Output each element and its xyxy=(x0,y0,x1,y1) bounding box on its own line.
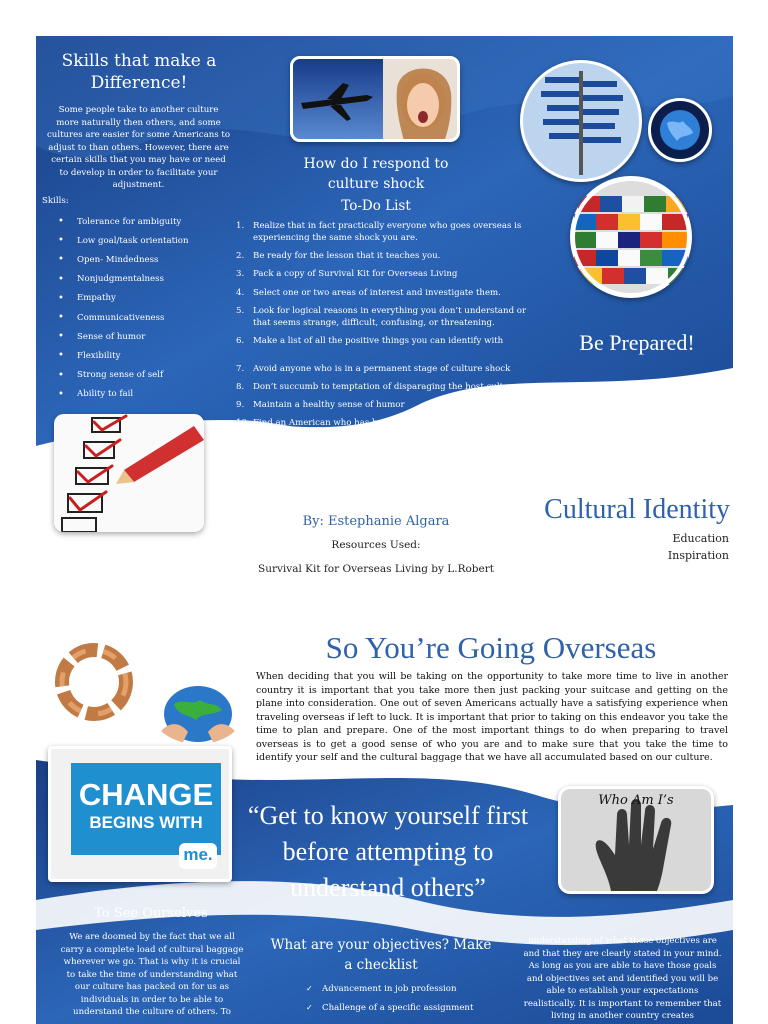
skill-item: • Tolerance for ambiguity xyxy=(58,212,228,231)
globe-icon xyxy=(648,98,712,162)
overseas-title: So You’re Going Overseas xyxy=(325,630,657,665)
todo-item: 6. Make a list of all the positive things you can identify with xyxy=(236,336,504,346)
todo-item: 4. Select one or two areas of interest and investigate them. xyxy=(236,288,501,298)
resource-citation: Survival Kit for Overseas Living by L.Robert xyxy=(258,563,494,575)
todo-title: To-Do List xyxy=(341,198,411,214)
objective-item: ✓ Challenge of a specific assignment xyxy=(306,998,506,1017)
skill-item: • Empathy xyxy=(58,289,228,308)
tagline-inspiration: Inspiration xyxy=(667,549,729,562)
todo-item: 11. Make friends in host culture and enjoy the experience! xyxy=(236,448,493,458)
skill-item: • Ability to fail xyxy=(58,385,228,404)
skill-item: • Communicativeness xyxy=(58,308,228,327)
plane-and-woman-image xyxy=(290,56,460,142)
skill-item: • Low goal/task orientation xyxy=(58,231,228,250)
hands-globe-image xyxy=(152,680,244,744)
signpost-image xyxy=(520,60,642,182)
author-byline: By: Estephanie Algara xyxy=(302,514,450,529)
todo-item: 1. Realize that in fact practically everyone who goes overseas is experiencing the same shock you are. xyxy=(236,221,522,243)
skills-title: Skills that make a Difference! xyxy=(61,51,217,93)
begins-with-text: BEGINS WITH xyxy=(89,813,203,832)
todo-item: 5. Look for logical reasons in everything you don’t understand or that seems strange, difficult, confusing, or threatening. xyxy=(236,306,527,328)
resources-label: Resources Used: xyxy=(331,539,421,551)
who-am-i-hand-image xyxy=(558,786,714,894)
todo-item: 7. Avoid anyone who is in a permanent stage of culture shock xyxy=(236,364,511,374)
objectives-title: What are your objectives? Make a checklist xyxy=(270,937,492,973)
who-am-i-text: Who Am I’s xyxy=(598,793,674,808)
todo-item: 8. Don’t succumb to temptation of disparaging the host culture. xyxy=(236,382,521,392)
skill-item: • Strong sense of self xyxy=(58,366,228,385)
tagline xyxy=(596,530,729,564)
objective-item: ✓ Advancement in job profession xyxy=(306,979,506,998)
change-text: CHANGE xyxy=(78,777,214,812)
respond-title: How do I respond to culture shock xyxy=(303,156,449,192)
see-ourselves-body: We are doomed by the fact that we all carry a complete load of cultural baggage wherever we go. That is why it is crucial to take the time of understanding what our culture has packed on for us as individuals in order to be able to understand the culture of others. To xyxy=(60,932,244,1017)
change-begins-with-me-image xyxy=(48,746,232,882)
skill-item: • Nonjudgmentalness xyxy=(58,270,228,289)
checklist-pencil-image xyxy=(54,414,204,532)
for-travel-subtitle: For Travel Overseas xyxy=(584,399,690,411)
see-ourselves-title: To See Ourselves xyxy=(94,906,208,921)
tagline-education: Education xyxy=(672,532,729,545)
brochure-panel-inside xyxy=(36,630,733,1024)
skills-label: Skills: xyxy=(42,196,69,206)
pull-quote: “Get to know yourself first before attempting to understand others” xyxy=(247,801,529,902)
brochure-panel-front xyxy=(36,36,733,592)
be-prepared-heading: Be Prepared! xyxy=(579,330,695,355)
todo-item: 3. Pack a copy of Survival Kit for Overseas Living xyxy=(236,269,458,279)
hands-circle-image xyxy=(50,636,138,728)
flags-globe-image xyxy=(570,176,692,298)
skill-item: • Open- Mindedness xyxy=(58,250,228,269)
todo-item: 9. Maintain a healthy sense of humor xyxy=(236,400,405,410)
skill-item: • Flexibility xyxy=(58,346,228,365)
objectives-checklist xyxy=(306,979,506,1017)
todo-item: 2. Be ready for the lesson that it teaches you. xyxy=(236,251,441,261)
objectives-continued-body: understanding of what those objectives are and that they are clearly stated in your mind. As long as you are able to have those goals and objectives set and identified you will be able to establish your expectations realistically. It is important to remember that living in another country creates xyxy=(523,936,722,1021)
skill-item: • Sense of humor xyxy=(58,327,228,346)
me-text: me. xyxy=(183,845,213,864)
overseas-body: When deciding that you will be taking on the opportunity to take more time to live in another country it is important that you take more then just packing your suitcase and getting on the plane into consideration. One out of seven Americans actually have a satisfying experience when traveling overseas if left to luck. It is important that prior to taking on this endeavor you take the time to plan and prepare. One of the most important things to do when preparing to travel overseas is to get a good sense of who you are and to make sure that you take the time to identify your self and the cultural baggage that we have all accumulated based on our culture. xyxy=(256,671,728,763)
todo-item: 10. Find an American who has been there longer, gone through culture shock, and has a positive attitude about the situation. xyxy=(236,418,522,440)
cultural-identity-title: Cultural Identity xyxy=(544,494,730,525)
skills-list xyxy=(58,212,228,404)
skills-intro: Some people take to another culture more naturally then others, and some cultures are easier for some Americans to adjust to than others. However, there are certain skills that you may have or need to develop in order to facilitate your adjustment. xyxy=(46,105,231,190)
